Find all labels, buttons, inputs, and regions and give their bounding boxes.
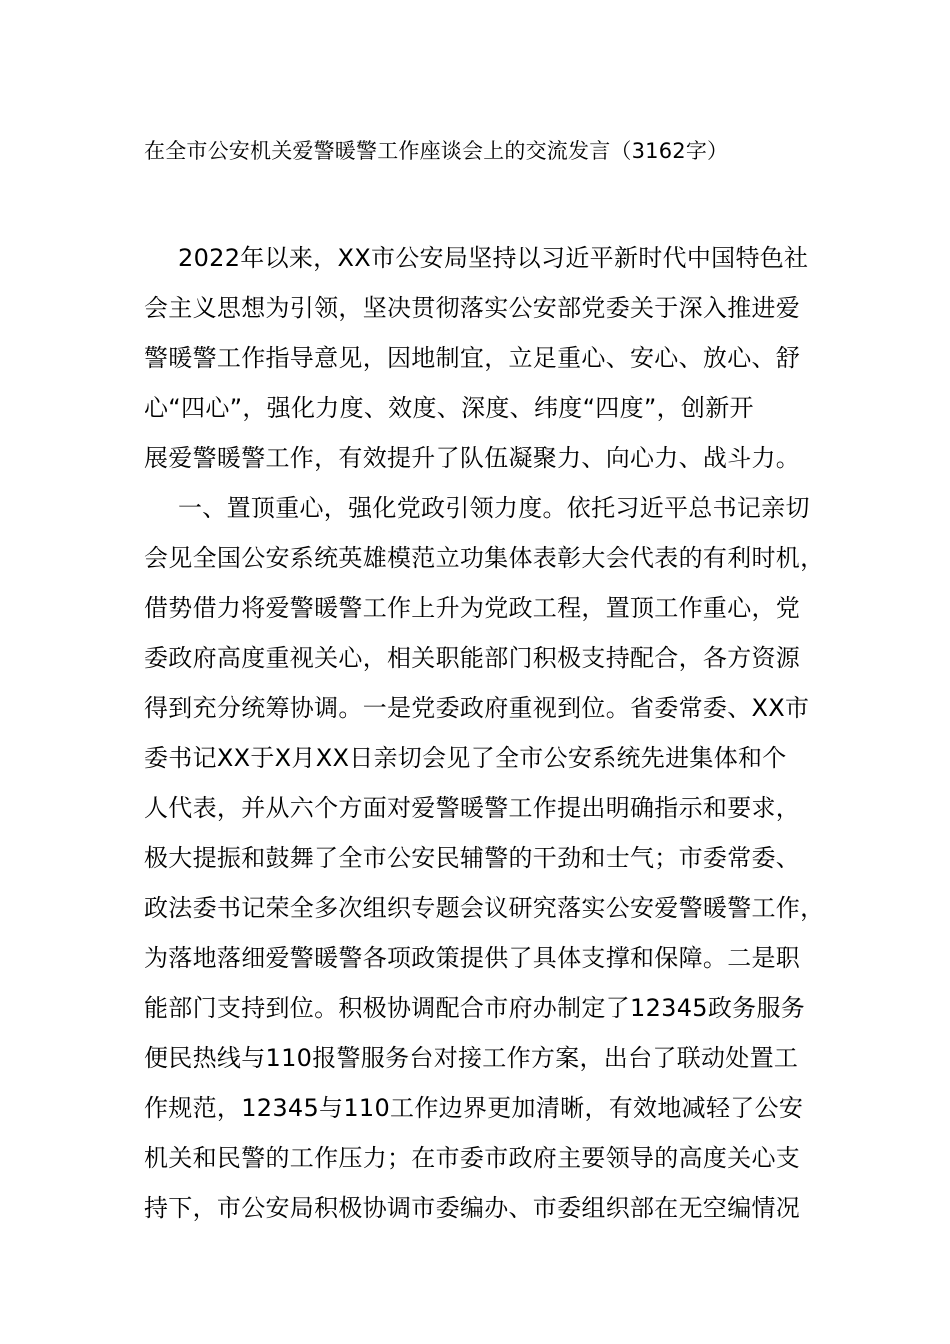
document-title: 在全市公安机关爱警暖警工作座谈会上的交流发言（3162字） bbox=[144, 139, 729, 163]
paragraph-line: 持下，市公安局积极协调市委编办、市委组织部在无空编情况 bbox=[144, 1194, 801, 1222]
paragraph-line: 2022年以来，XX市公安局坚持以习近平新时代中国特色社 bbox=[178, 244, 809, 272]
paragraph-line: 能部门支持到位。积极协调配合市府办制定了12345政务服务 bbox=[144, 994, 806, 1022]
paragraph-line: 展爱警暖警工作，有效提升了队伍凝聚力、向心力、战斗力。 bbox=[144, 444, 801, 472]
paragraph-line: 警暖警工作指导意见，因地制宜，立足重心、安心、放心、舒 bbox=[144, 344, 801, 372]
paragraph-line: 机关和民警的工作压力；在市委市政府主要领导的高度关心支 bbox=[144, 1144, 801, 1172]
paragraph-line: 会见全国公安系统英雄模范立功集体表彰大会代表的有利时机， bbox=[144, 544, 825, 572]
paragraph-line: 委书记XX于X月XX日亲切会见了全市公安系统先进集体和个 bbox=[144, 744, 787, 772]
paragraph-line: 心“四心”，强化力度、效度、深度、纬度“四度”，创新开 bbox=[144, 394, 754, 422]
paragraph-line: 一、置顶重心，强化党政引领力度。依托习近平总书记亲切 bbox=[178, 494, 810, 522]
paragraph-line: 政法委书记荣全多次组织专题会议研究落实公安爱警暖警工作， bbox=[144, 894, 825, 922]
paragraph-line: 委政府高度重视关心，相关职能部门积极支持配合，各方资源 bbox=[144, 644, 801, 672]
paragraph-line: 为落地落细爱警暖警各项政策提供了具体支撑和保障。二是职 bbox=[144, 944, 801, 972]
paragraph-line: 人代表，并从六个方面对爱警暖警工作提出明确指示和要求， bbox=[144, 794, 801, 822]
paragraph-line: 作规范，12345与110工作边界更加清晰，有效地减轻了公安 bbox=[144, 1094, 804, 1122]
paragraph-line: 得到充分统筹协调。一是党委政府重视到位。省委常委、XX市 bbox=[144, 694, 810, 722]
paragraph-line: 借势借力将爱警暖警工作上升为党政工程，置顶工作重心，党 bbox=[144, 594, 801, 622]
document-body bbox=[144, 233, 825, 1233]
paragraph-line: 极大提振和鼓舞了全市公安民辅警的干劲和士气；市委常委、 bbox=[144, 844, 801, 872]
paragraph-line: 便民热线与110报警服务台对接工作方案，出台了联动处置工 bbox=[144, 1044, 799, 1072]
paragraph-line: 会主义思想为引领，坚决贯彻落实公安部党委关于深入推进爱 bbox=[144, 294, 801, 322]
